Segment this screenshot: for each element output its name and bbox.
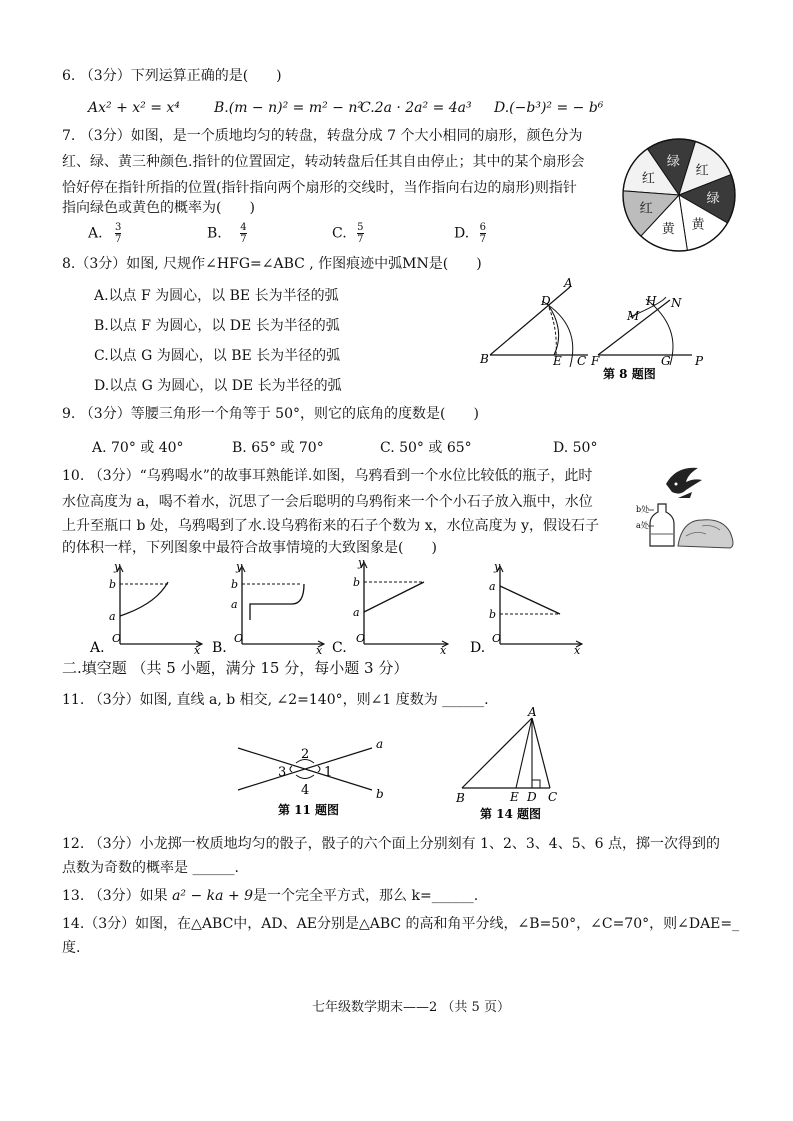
graph-letter-d: D. xyxy=(470,640,486,656)
tick-a: a xyxy=(109,610,116,623)
axis-y: y xyxy=(114,560,121,573)
q11-stem: 11. （3分）如图, 直线 a, b 相交, ∠2=140°，则∠1 度数为 ______. xyxy=(62,692,489,708)
graph-letter-a: A. xyxy=(90,640,105,656)
tick-b: b xyxy=(353,576,361,589)
q10-graph-d xyxy=(470,560,590,656)
axis-x: x xyxy=(574,644,581,657)
q12-line1: 12. （3分）小龙掷一枚质地均匀的骰子，骰子的六个面上分别刻有 1、2、3、4、5、6 点，掷一次得到的 xyxy=(62,836,720,852)
q13-stem: 13. （3分）如果 a² − ka + 9是一个完全平方式，那么 k=______. xyxy=(62,888,479,904)
tick-b: b xyxy=(489,608,497,621)
q10-line2: 水位高度为 a，喝不着水，沉思了一会后聪明的乌鸦衔来一个个小石子放入瓶中，水位 xyxy=(62,494,593,510)
origin: O xyxy=(492,632,502,645)
q11-angle-1: 1 xyxy=(324,765,333,780)
q8-label-f: F xyxy=(591,354,600,368)
axis-y: y xyxy=(236,560,243,573)
q7-line2: 红、绿、黄三种颜色.指针的位置固定，转动转盘后任其自由停止；其中的某个扇形会 xyxy=(62,154,585,170)
section-2-heading: 二.填空题 （共 5 小题，满分 15 分，每小题 3 分） xyxy=(62,659,409,677)
q10-graph-b xyxy=(212,560,332,656)
q10-graph-c xyxy=(332,556,452,656)
q11-line-b: b xyxy=(376,787,384,801)
q8-option-a: A.以点 F 为圆心，以 BE 长为半径的弧 xyxy=(94,288,339,304)
q8-label-e: E xyxy=(553,354,562,368)
q8-label-c: C xyxy=(577,354,587,368)
q8-caption: 第 8 题图 xyxy=(603,367,656,381)
q14-label-c: C xyxy=(548,790,558,804)
q6-option-b: B.(m − n)² = m² − n² xyxy=(214,100,363,116)
q7-line4: 指向绿色或黄色的概率为( ) xyxy=(62,200,255,216)
axis-x: x xyxy=(194,644,201,657)
origin: O xyxy=(112,632,122,645)
tick-a: a xyxy=(353,606,360,619)
q7-option-c: C. $\frac{5}{7}$ xyxy=(332,222,364,245)
q10-line3: 上升至瓶口 b 处，乌鸦喝到了水.设乌鸦衔来的石子个数为 x，水位高度为 y，假设石子 xyxy=(62,518,600,534)
q7-option-b: B. $\frac{4}{7}$ xyxy=(207,222,247,245)
bottle-b-label: b处 xyxy=(636,505,650,514)
q11-caption: 第 11 题图 xyxy=(278,803,340,817)
q9-stem: 9. （3分）等腰三角形一个角等于 50°，则它的底角的度数是( ) xyxy=(62,406,479,422)
tick-a: a xyxy=(231,598,238,611)
q7-option-a: A. $\frac{3}{7}$ xyxy=(88,222,122,245)
q11-angle-2: 2 xyxy=(301,747,310,762)
wheel-sector-label: 黄 xyxy=(661,222,675,238)
q8-label-b: B xyxy=(480,352,489,366)
axis-x: x xyxy=(316,644,323,657)
q6-option-d: D.(−b³)² = − b⁶ xyxy=(494,100,604,116)
q11-angle-4: 4 xyxy=(301,783,310,798)
crow-bottle-illustration xyxy=(636,462,736,550)
graph-letter-c: C. xyxy=(332,640,347,656)
spinner-wheel xyxy=(620,136,738,254)
graph-letter-b: B. xyxy=(212,640,227,656)
q14-line1: 14.（3分）如图，在△ABC中，AD、AE分别是△ABC 的高和角平分线，∠B=50°，∠C=70°，则∠DAE=_ xyxy=(62,916,740,932)
origin: O xyxy=(356,632,366,645)
q13-expression: a² − ka + 9 xyxy=(172,888,254,904)
q8-figure xyxy=(470,275,710,390)
q8-label-d: D xyxy=(541,294,551,308)
q8-option-d: D.以点 G 为圆心，以 DE 长为半径的弧 xyxy=(94,378,342,394)
q8-label-g: G xyxy=(661,354,671,368)
q11-line-a: a xyxy=(376,737,384,751)
q8-option-c: C.以点 G 为圆心，以 BE 长为半径的弧 xyxy=(94,348,341,364)
tick-b: b xyxy=(109,578,117,591)
q6-option-c: C.2a · 2a² = 4a³ xyxy=(360,100,472,116)
q14-caption: 第 14 题图 xyxy=(480,807,542,821)
q8-label-a: A xyxy=(564,276,573,290)
q6-option-a: Ax² + x² = x⁴ xyxy=(88,100,180,116)
q7-option-d: D. $\frac{6}{7}$ xyxy=(454,222,487,245)
axis-x: x xyxy=(440,644,447,657)
q7-line3: 恰好停在指针所指的位置(指针指向两个扇形的交线时，当作指向右边的扇形)则指针 xyxy=(62,180,577,196)
q11-angle-3: 3 xyxy=(278,765,287,780)
q8-label-m: M xyxy=(627,309,640,323)
q8-label-h: H xyxy=(646,294,657,308)
q8-option-b: B.以点 F 为圆心，以 DE 长为半径的弧 xyxy=(94,318,340,334)
q14-label-d: D xyxy=(527,790,537,804)
crow-icon xyxy=(666,468,702,494)
axis-y: y xyxy=(358,556,365,569)
q9-option-b: B. 65° 或 70° xyxy=(232,440,324,456)
q10-line1: 10. （3分）“乌鸦喝水”的故事耳熟能详.如图，乌鸦看到一个水位比较低的瓶子，此时 xyxy=(62,468,593,484)
page-footer: 七年级数学期末——2 （共 5 页） xyxy=(312,1000,510,1015)
wheel-sector-label: 红 xyxy=(639,201,653,217)
q8-label-n: N xyxy=(671,296,682,310)
q9-option-c: C. 50° 或 65° xyxy=(380,440,472,456)
q14-figure xyxy=(452,706,572,826)
q10-graph-a xyxy=(90,560,210,656)
q7-line1: 7. （3分）如图，是一个质地均匀的转盘，转盘分成 7 个大小相同的扇形，颜色分为 xyxy=(62,128,583,144)
wheel-sector-label: 红 xyxy=(641,171,655,187)
tick-a: a xyxy=(489,580,496,593)
axis-y: y xyxy=(494,560,501,573)
bottle-a-label: a处 xyxy=(636,521,649,530)
q6-stem: 6. （3分）下列运算正确的是( ) xyxy=(62,68,282,84)
q8-label-p: P xyxy=(695,354,704,368)
tick-b: b xyxy=(231,578,239,591)
wheel-sector-label: 绿 xyxy=(666,154,680,170)
q9-option-a: A. 70° 或 40° xyxy=(92,440,184,456)
q14-label-a: A xyxy=(528,705,537,719)
origin: O xyxy=(234,632,244,645)
q9-option-d: D. 50° xyxy=(553,440,598,456)
q14-line2: 度. xyxy=(62,940,81,956)
q10-line4: 的体积一样，下列图象中最符合故事情境的大致图象是( ) xyxy=(62,540,437,556)
q14-label-b: B xyxy=(456,791,465,805)
q8-stem: 8.（3分）如图, 尺规作∠HFG=∠ABC , 作图痕迹中弧MN是( ) xyxy=(62,256,482,272)
q11-figure xyxy=(232,736,392,820)
q12-line2: 点数为奇数的概率是 ______. xyxy=(62,860,239,876)
q14-label-e: E xyxy=(510,790,519,804)
wheel-sector-label: 绿 xyxy=(706,191,720,207)
wheel-sector-label: 黄 xyxy=(691,217,705,233)
wheel-sector-label: 红 xyxy=(695,163,709,179)
